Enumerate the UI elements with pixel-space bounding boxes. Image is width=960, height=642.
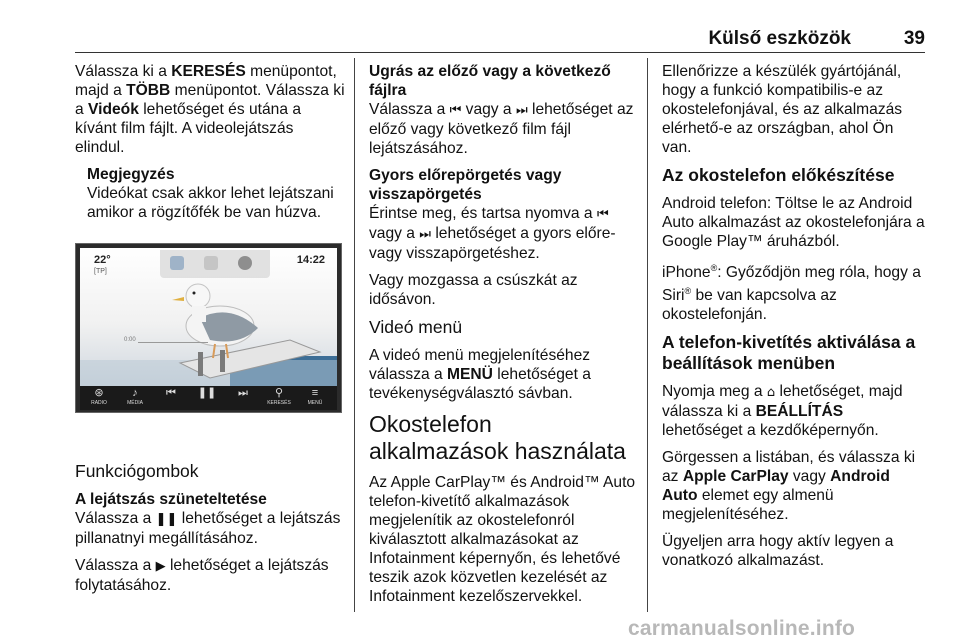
video-display [80, 248, 337, 386]
function-buttons-heading: Funkciógombok [75, 461, 199, 481]
pause-button[interactable] [192, 387, 222, 400]
pause-icon: ❚❚ [197, 387, 217, 399]
page-header [75, 28, 925, 50]
clock-readout: 14:22 [296, 254, 325, 266]
skip-paragraph: Válassza a ⏮ vagy a ⏭ lehetőséget az előző vagy következő film fájl lejátszásához. [369, 101, 634, 157]
slider-paragraph: Vagy mozgassa a csúszkát az idősávon. [369, 272, 578, 308]
prepare-phone-heading: Az okostelefon előkészítése [662, 165, 895, 185]
smartphone-apps-paragraph: Az Apple CarPlay™ és Android™ Auto telefon-kivetítő alkalmazások megjelenítik az okostelefonról kiválasztott alkalmazásokat az Infotainment képernyőn, és lehetővé teszik azok közvetlen kezelését az Infotainment kezelőszervekkel. [369, 474, 636, 605]
note-box [87, 165, 345, 222]
elapsed-time: 0:00 [124, 337, 136, 343]
fast-forward-heading: Gyors előrepörgetés vagy visszapörgetés [369, 167, 562, 203]
smartphone-apps-heading: Okostelefon alkalmazások használata [369, 411, 626, 464]
pause-heading: A lejátszás szüneteltetése [75, 491, 267, 508]
page-number: 39 [903, 28, 925, 49]
media-button[interactable]: ♪ MÉDIA [120, 387, 150, 407]
video-menu-paragraph: A videó menü megjelenítéséhez válassza a MENÜ lehetőséget a tevékenységválasztó sávban. [369, 347, 591, 402]
android-paragraph: Android telefon: Töltse le az Android Auto alkalmazást az okostelefonjára a Google Play™ áruházból. [662, 195, 925, 250]
search-icon: ⚲ [274, 387, 284, 399]
skip-next-icon: ⏭ [515, 103, 528, 118]
skip-previous-icon: ⏮ [596, 207, 609, 222]
activate-projection-heading: A telefon-kivetítés aktiválása a beállítások menüben [662, 332, 916, 374]
active-app-paragraph: Ügyeljen arra hogy aktív legyen a vonatkozó alkalmazást. [662, 533, 894, 570]
column-divider-2 [647, 58, 648, 612]
home-icon: ⌂ [766, 385, 776, 401]
seagull-image [80, 248, 337, 386]
radio-icon: ⊛ [94, 387, 104, 399]
activate-paragraph: Nyomja meg a ⌂ lehetőséget, majd válassza ki a BEÁLLÍTÁS lehetőséget a kezdőképernyőn. [662, 383, 903, 440]
page-title: Külső eszközök [708, 28, 851, 49]
skip-next-icon: ⏭ [419, 227, 431, 242]
progress-slider[interactable] [138, 342, 208, 343]
iphone-paragraph: iPhone®: Győződjön meg róla, hogy a Siri® be van kapcsolva az okostelefonján. [662, 263, 921, 324]
column-divider-1 [354, 58, 355, 612]
scroll-paragraph: Görgessen a listában, és válassza ki az Apple CarPlay vagy Android Auto elemet egy almenü megjelenítéséhez. [662, 449, 916, 524]
next-track-button[interactable] [228, 387, 258, 400]
video-menu-heading: Videó menü [369, 317, 463, 337]
compatibility-paragraph: Ellenőrizze a készülék gyártójánál, hogy a funkció kompatibilis-e az okostelefonjával, és az alkalmazás elérhető-e az országban, ahol Ön van. [662, 63, 903, 156]
search-button[interactable]: ⚲ KERESÉS [264, 387, 294, 407]
menu-button[interactable]: ≡ MENÜ [300, 387, 330, 407]
column-1-lower [75, 455, 345, 603]
pause-paragraph: Válassza a ❚❚ lehetőséget a lejátszás pillanatnyi megállításához. [75, 510, 341, 547]
pause-icon: ❚❚ [155, 512, 178, 527]
skip-next-icon: ⏭ [238, 387, 248, 399]
menu-icon: ≡ [311, 387, 319, 399]
skip-previous-icon: ⏮ [166, 387, 176, 399]
column-3 [662, 62, 927, 578]
skip-heading: Ugrás az előző vagy a következő fájlra [369, 63, 611, 99]
previous-track-button[interactable] [156, 387, 186, 400]
activity-dock [80, 386, 337, 410]
tp-indicator: [TP] [94, 268, 107, 275]
fast-forward-paragraph: Érintse meg, és tartsa nyomva a ⏮ vagy a ⏭ lehetőséget a gyors előre- vagy visszapörgetéshez. [369, 205, 616, 262]
intro-paragraph: Válassza ki a KERESÉS menüpontot, majd a TÖBB menüpontot. Válassza ki a Videók lehetőséget és utána a kívánt film fájlt. A videolejátszás elindul. [75, 63, 345, 156]
infotainment-screenshot [75, 243, 342, 413]
header-rule [75, 52, 925, 53]
skip-previous-icon: ⏮ [449, 103, 462, 118]
music-note-icon: ♪ [132, 387, 138, 399]
resume-paragraph: Válassza a ▶ lehetőséget a lejátszás folytatásához. [75, 557, 329, 594]
note-title: Megjegyzés [87, 166, 175, 183]
play-icon: ▶ [155, 559, 166, 574]
column-1 [75, 62, 345, 222]
watermark: carmanualsonline.info [628, 617, 856, 640]
radio-button[interactable]: ⊛ RADIO [84, 387, 114, 407]
temperature-readout: 22° [94, 254, 111, 266]
note-text: Videókat csak akkor lehet lejátszani amikor a rögzítőfék be van húzva. [87, 185, 334, 221]
column-2 [369, 62, 637, 614]
